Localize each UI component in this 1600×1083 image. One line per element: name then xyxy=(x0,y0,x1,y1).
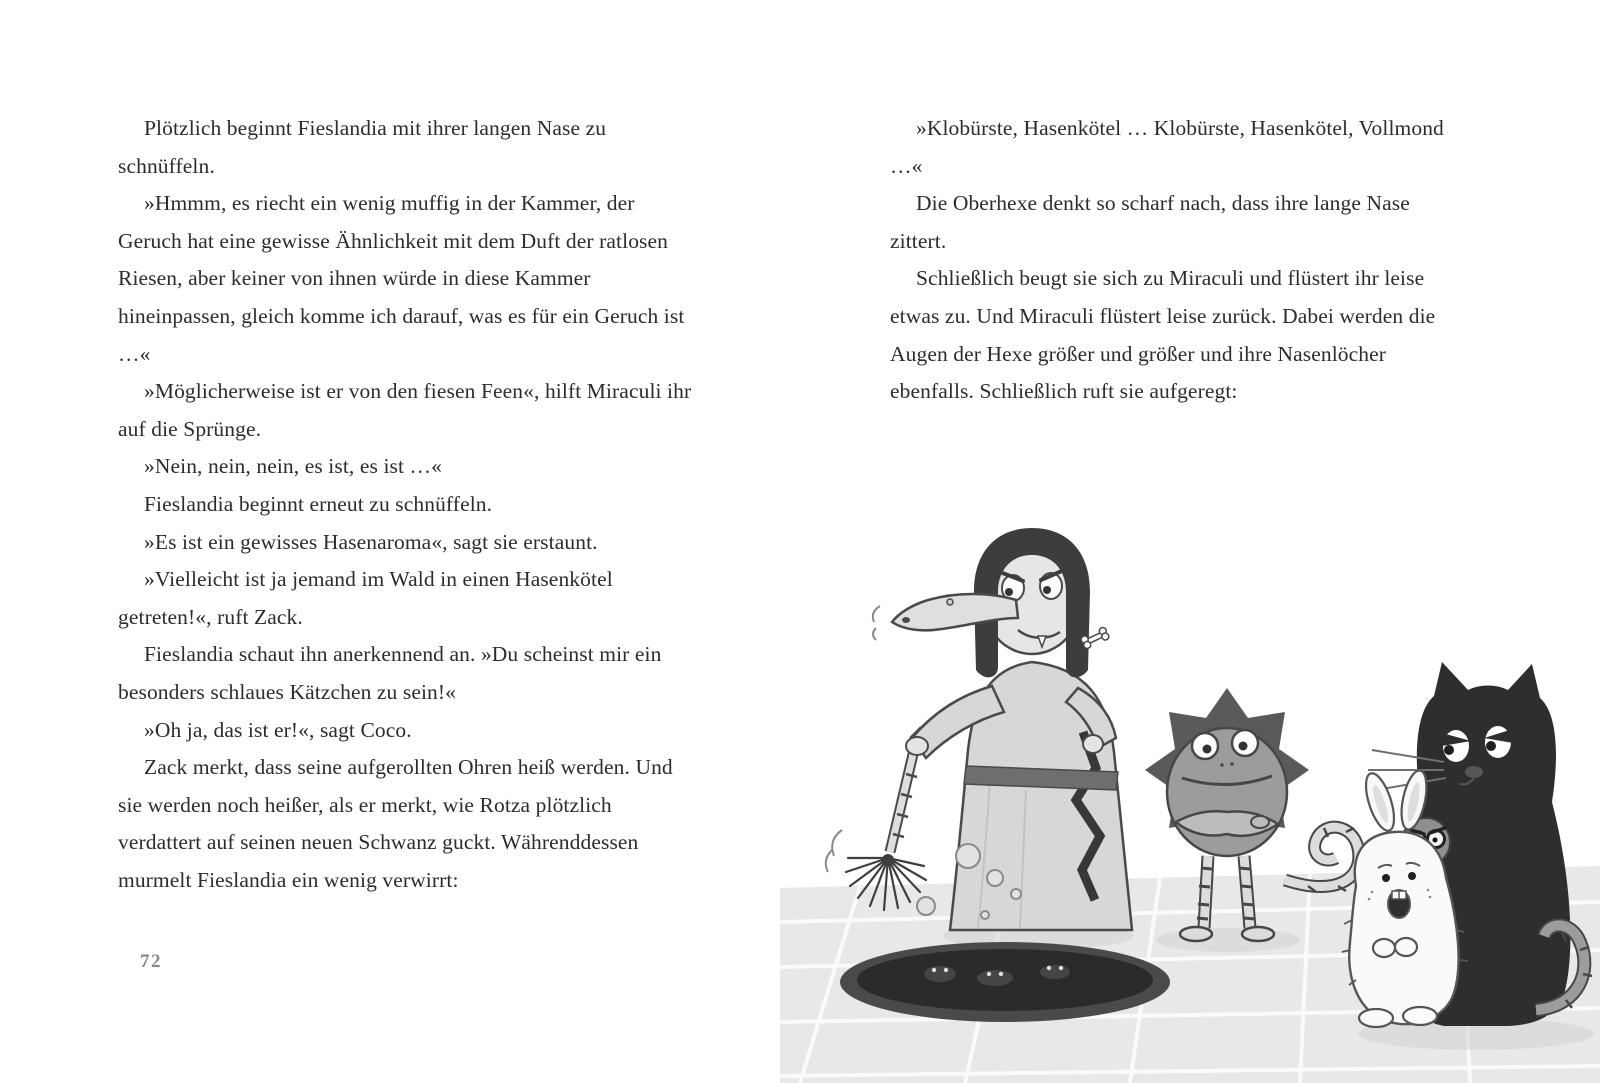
paragraph: Zack merkt, dass seine aufgerollten Ohren heiß werden. Und sie werden noch heißer, als er merkt, wie Rotza plötzlich verdattert auf seinen neuen Schwanz guckt. Währenddessen murmelt Fieslandia ein wenig verwirrt: xyxy=(118,755,673,892)
witch xyxy=(846,528,1132,930)
paragraph: Plötzlich beginnt Fieslandia mit ihrer langen Nase zu schnüffeln. xyxy=(118,116,607,178)
drain-pit xyxy=(840,942,1170,1022)
paragraph: »Oh ja, das ist er!«, sagt Coco. xyxy=(144,717,412,742)
left-text-column xyxy=(118,110,693,899)
paragraph: »Klobürste, Hasenkötel … Klobürste, Hasenkötel, Vollmond …« xyxy=(890,116,1444,178)
page-number: 72 xyxy=(140,951,162,972)
right-text-column xyxy=(890,110,1458,411)
paragraph: »Nein, nein, nein, es ist, es ist …« xyxy=(144,454,442,479)
paragraph: »Möglicherweise ist er von den fiesen Feen«, hilft Miraculi ihr auf die Sprünge. xyxy=(118,379,692,441)
frog-tail xyxy=(1285,827,1365,892)
paragraph: Schließlich beugt sie sich zu Miraculi und flüstert ihr leise etwas zu. Und Miraculi flüstert leise zurück. Dabei werden die Augen der Hexe größer und größer und ihre Nasenlöcher ebenfalls. Schließlich ruft sie aufgeregt: xyxy=(890,266,1436,404)
witch-head xyxy=(873,528,1110,677)
paragraph: »Es ist ein gewisses Hasenaroma«, sagt sie erstaunt. xyxy=(144,529,598,554)
paragraph: Die Oberhexe denkt so scharf nach, dass ihre lange Nase zittert. xyxy=(890,191,1410,253)
rabbit-body xyxy=(1349,832,1458,1024)
paragraph: Fieslandia schaut ihn anerkennend an. »Du scheinst mir ein besonders schlaues Kätzchen zu sein!« xyxy=(118,642,662,704)
illustration-witch-scene xyxy=(780,450,1600,1083)
paragraph: »Hmmm, es riecht ein wenig muffig in der Kammer, der Geruch hat eine gewisse Ähnlichkeit mit dem Duft der ratlosen Riesen, aber keiner von ihnen würde in diese Kammer hineinpassen, gleich komme ich darauf, was es für ein Geruch ist …« xyxy=(118,191,685,366)
paragraph: »Vielleicht ist ja jemand im Wald in einen Hasenkötel getreten!«, ruft Zack. xyxy=(118,567,613,629)
paragraph: Fieslandia beginnt erneut zu schnüffeln. xyxy=(144,491,493,516)
motion-lines xyxy=(826,830,842,872)
